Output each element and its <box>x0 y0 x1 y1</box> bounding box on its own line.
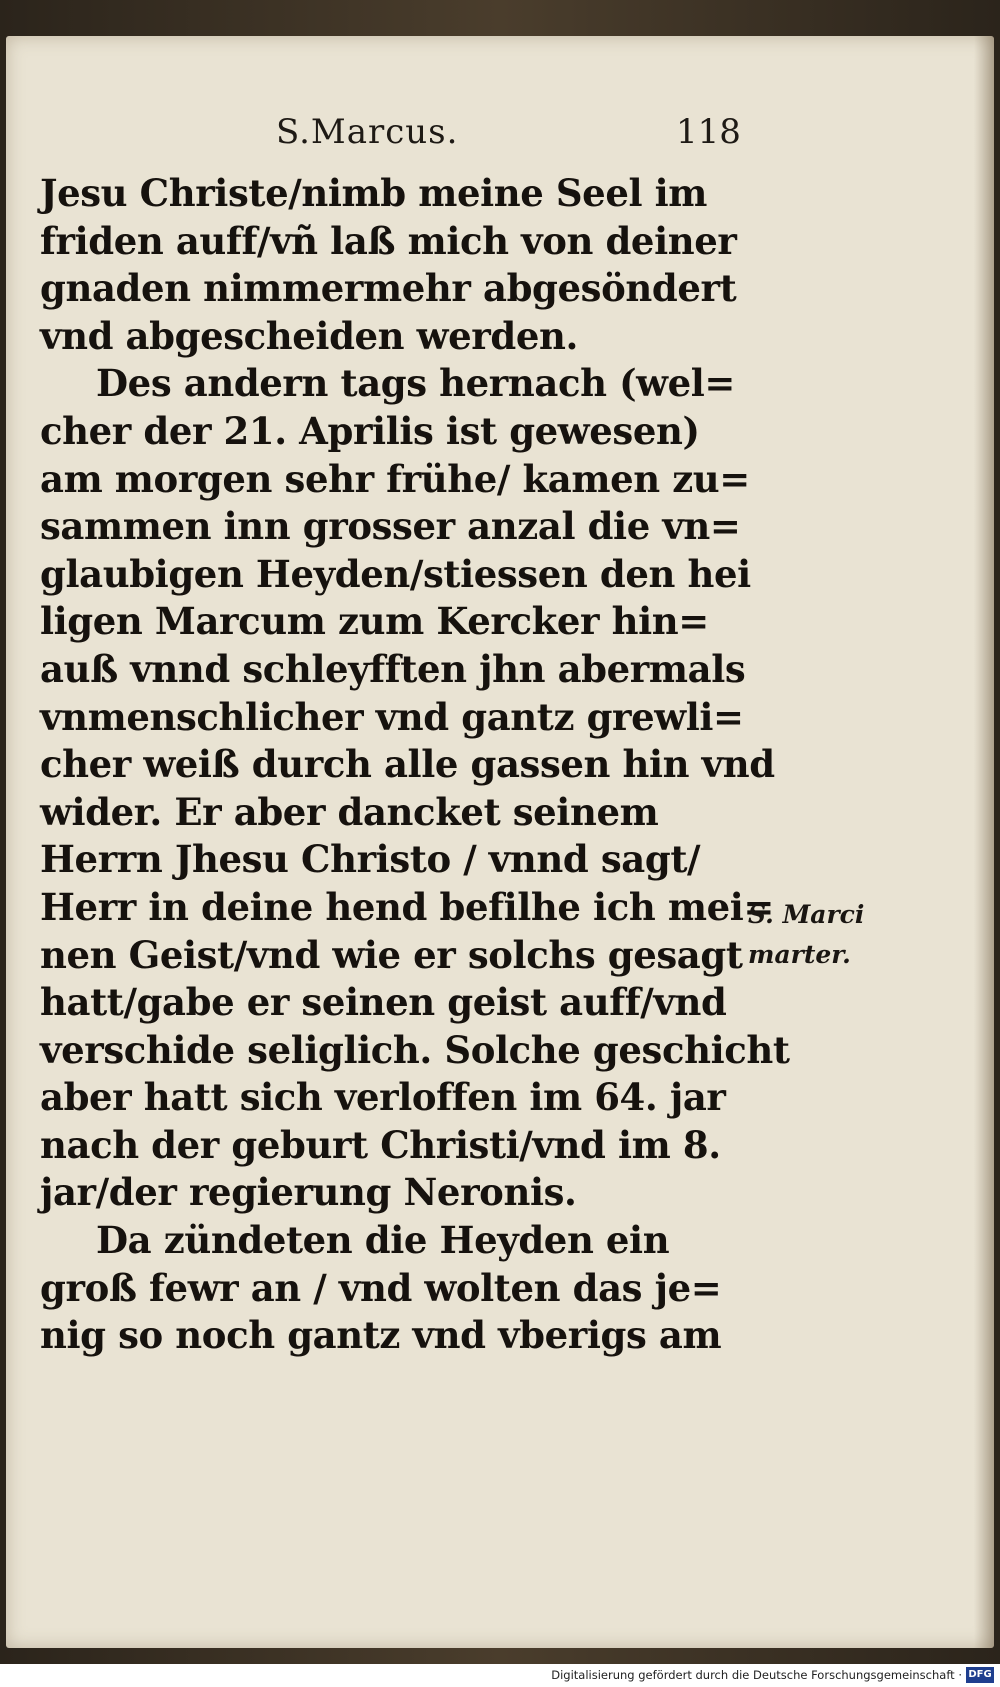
text-line: nach der geburt Christi/vnd im 8. <box>40 1122 721 1167</box>
text-line: glaubigen Heyden/stiessen den hei <box>40 551 751 596</box>
margin-note <box>748 895 864 975</box>
text-line: nig so noch gantz vnd vberigs am <box>40 1313 722 1358</box>
footer-bar <box>0 1664 1000 1687</box>
margin-note-line: marter. <box>748 940 851 969</box>
text-line: ligen Marcum zum Kercker hin= <box>40 599 709 644</box>
text-line: Herr in deine hend befilhe ich mei= <box>40 884 774 929</box>
text-line: Herrn Jhesu Christo / vnnd sagt/ <box>40 837 701 882</box>
margin-note-line: S. Marci <box>748 900 865 929</box>
text-line: cher der 21. Aprilis ist gewesen) <box>40 408 700 453</box>
running-head: S.Marcus. <box>276 112 459 152</box>
text-line: auß vnnd schleyfften jhn abermals <box>40 646 746 691</box>
text-line: cher weiß durch alle gassen hin vnd <box>40 742 775 787</box>
text-line: verschide seliglich. Solche geschicht <box>40 1027 790 1072</box>
text-line: jar/der regierung Neronis. <box>40 1170 577 1215</box>
text-line: vnmenschlicher vnd gantz grewli= <box>40 694 744 739</box>
text-line: vnd abgescheiden werden. <box>40 313 578 358</box>
text-line: sammen inn grosser anzal die vn= <box>40 504 741 549</box>
text-line: am morgen sehr frühe/ kamen zu= <box>40 456 750 501</box>
page-number: 118 <box>676 112 741 152</box>
dfg-logo: DFG <box>966 1667 994 1683</box>
text-line: Des andern tags hernach (wel= <box>96 361 736 406</box>
text-line: hatt/gabe er seinen geist auff/vnd <box>40 980 727 1025</box>
text-line: Da zündeten die Heyden ein <box>96 1218 670 1263</box>
text-line: Jesu Christe/nimb meine Seel im <box>40 171 708 215</box>
text-line: aber hatt sich verloffen im 64. jar <box>40 1075 726 1120</box>
text-line: friden auff/vñ laß mich von deiner <box>40 218 737 263</box>
funding-credit: Digitalisierung gefördert durch die Deutsche Forschungsgemeinschaft · <box>551 1668 962 1682</box>
text-line: groß fewr an / vnd wolten das je= <box>40 1265 722 1310</box>
text-line: nen Geist/vnd wie er solchs gesagt <box>40 932 743 977</box>
body-text <box>40 170 790 1360</box>
text-line: wider. Er aber dancket seinem <box>40 789 659 834</box>
text-line: gnaden nimmermehr abgesöndert <box>40 266 737 311</box>
